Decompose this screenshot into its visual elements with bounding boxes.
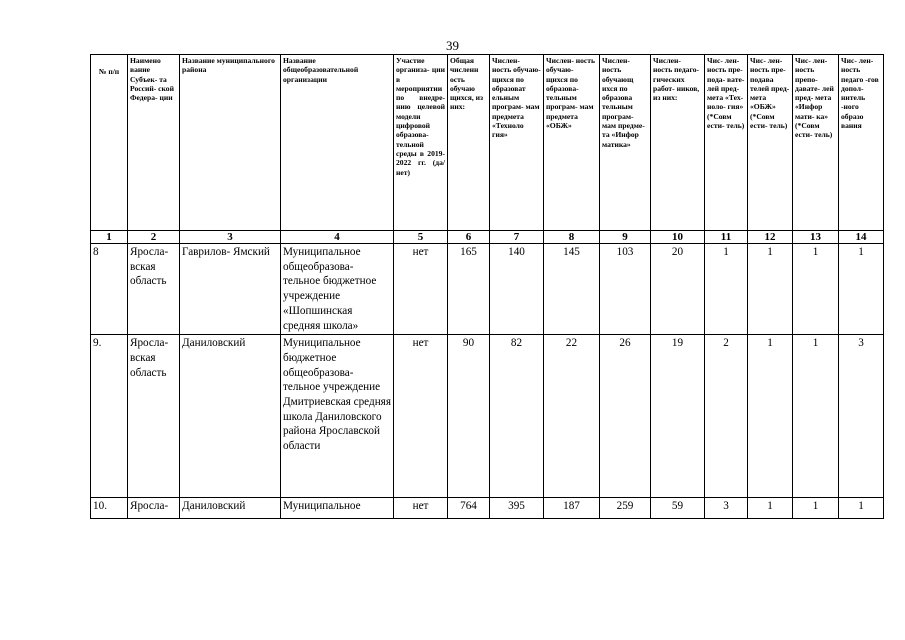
district-cell: Даниловский [180, 335, 281, 498]
column-number: 14 [839, 231, 884, 244]
column-number: 5 [394, 231, 448, 244]
row-number: 8 [91, 244, 128, 335]
column-number: 10 [651, 231, 705, 244]
obzh-students-cell: 22 [544, 335, 600, 498]
additional-teachers-cell: 3 [839, 335, 884, 498]
header-cell-inf-teachers: Чис- лен- ность препо- давате- лей пред- мета «Инфор мати- ка» (*Совм ести- тель) [793, 55, 839, 231]
teachers-cell: 19 [651, 335, 705, 498]
header-cell-obzh-students: Числен- ность обучаю- щихся по образова- тельным програм- мам предмета «ОБЖ» [544, 55, 600, 231]
column-number-row [91, 231, 884, 244]
column-number: 4 [281, 231, 394, 244]
header-cell-participation: Участие организа- ции в мероприятии по внедре- нию целевой модели цифровой образова- тельной среды в 2019-2022 гг. (да/нет) [394, 55, 448, 231]
page-number: 39 [446, 38, 459, 53]
table-row [91, 498, 884, 519]
participation-cell: нет [394, 244, 448, 335]
column-number: 12 [748, 231, 793, 244]
column-number: 8 [544, 231, 600, 244]
inf-students-cell: 259 [600, 498, 651, 519]
column-number: 1 [91, 231, 128, 244]
obzh-teachers-cell: 1 [748, 498, 793, 519]
district-cell: Гаврилов- Ямский [180, 244, 281, 335]
tech-teachers-cell: 3 [705, 498, 748, 519]
column-number: 3 [180, 231, 281, 244]
inf-teachers-cell: 1 [793, 335, 839, 498]
obzh-teachers-cell: 1 [748, 335, 793, 498]
column-number: 7 [490, 231, 544, 244]
total-students-cell: 90 [448, 335, 490, 498]
header-cell-obzh-teachers: Чис- лен- ность пре- подава телей пред- мета «ОБЖ» (*Совм ести- тель) [748, 55, 793, 231]
row-number: 10. [91, 498, 128, 519]
header-cell-inf-students: Числен- ность обучающ ихся по образова тельным програм- мам предме- та «Инфор матика» [600, 55, 651, 231]
column-number: 9 [600, 231, 651, 244]
obzh-teachers-cell: 1 [748, 244, 793, 335]
header-cell-teachers: Числен- ность педаго- гических работ- ников, из них: [651, 55, 705, 231]
row-number: 9. [91, 335, 128, 498]
table-row [91, 244, 884, 335]
header-cell-additional-teachers: Чис- лен- ность педаго -гов допол- нитель -ного образо вания [839, 55, 884, 231]
tech-teachers-cell: 2 [705, 335, 748, 498]
inf-students-cell: 26 [600, 335, 651, 498]
column-number: 13 [793, 231, 839, 244]
inf-teachers-cell: 1 [793, 498, 839, 519]
additional-teachers-cell: 1 [839, 244, 884, 335]
organization-cell: Муниципальное общеобразова- тельное бюджетное учреждение «Шопшинская средняя школа» [281, 244, 394, 335]
header-cell-district: Название муниципального района [180, 55, 281, 231]
teachers-cell: 20 [651, 244, 705, 335]
district-cell: Даниловский [180, 498, 281, 519]
organization-cell: Муниципальное бюджетное общеобразова- тельное учреждение Дмитриевская средняя школа Даниловского района Ярославской области [281, 335, 394, 498]
header-cell-subject: Наимено вание Субъек- та Россий- ской Федера- ции [128, 55, 180, 231]
header-cell-total-students: Общая численн ость обучаю щихся, из них: [448, 55, 490, 231]
tech-students-cell: 82 [490, 335, 544, 498]
tech-teachers-cell: 1 [705, 244, 748, 335]
obzh-students-cell: 187 [544, 498, 600, 519]
total-students-cell: 764 [448, 498, 490, 519]
subject-cell: Яросла- вская область [128, 335, 180, 498]
column-number: 11 [705, 231, 748, 244]
table-row [91, 335, 884, 498]
header-row [91, 55, 884, 231]
column-number: 6 [448, 231, 490, 244]
tech-students-cell: 395 [490, 498, 544, 519]
teachers-cell: 59 [651, 498, 705, 519]
header-cell-no: № п/п [91, 55, 128, 231]
subject-cell: Яросла- вская область [128, 244, 180, 335]
participation-cell: нет [394, 335, 448, 498]
subject-cell: Яросла- [128, 498, 180, 519]
additional-teachers-cell: 1 [839, 498, 884, 519]
total-students-cell: 165 [448, 244, 490, 335]
header-cell-tech-teachers: Чис- лен- ность пре- пода- вате- лей пред- мета «Тех- ноло- гия» (*Совм ести- тель) [705, 55, 748, 231]
organization-cell: Муниципальное [281, 498, 394, 519]
header-cell-tech-students: Числен- ность обучаю- щихся по образоват ельным програм- мам предмета «Техноло гия» [490, 55, 544, 231]
participation-cell: нет [394, 498, 448, 519]
tech-students-cell: 140 [490, 244, 544, 335]
inf-teachers-cell: 1 [793, 244, 839, 335]
column-number: 2 [128, 231, 180, 244]
inf-students-cell: 103 [600, 244, 651, 335]
data-table [90, 54, 884, 519]
header-cell-organization: Название общеобразовательной организации [281, 55, 394, 231]
obzh-students-cell: 145 [544, 244, 600, 335]
